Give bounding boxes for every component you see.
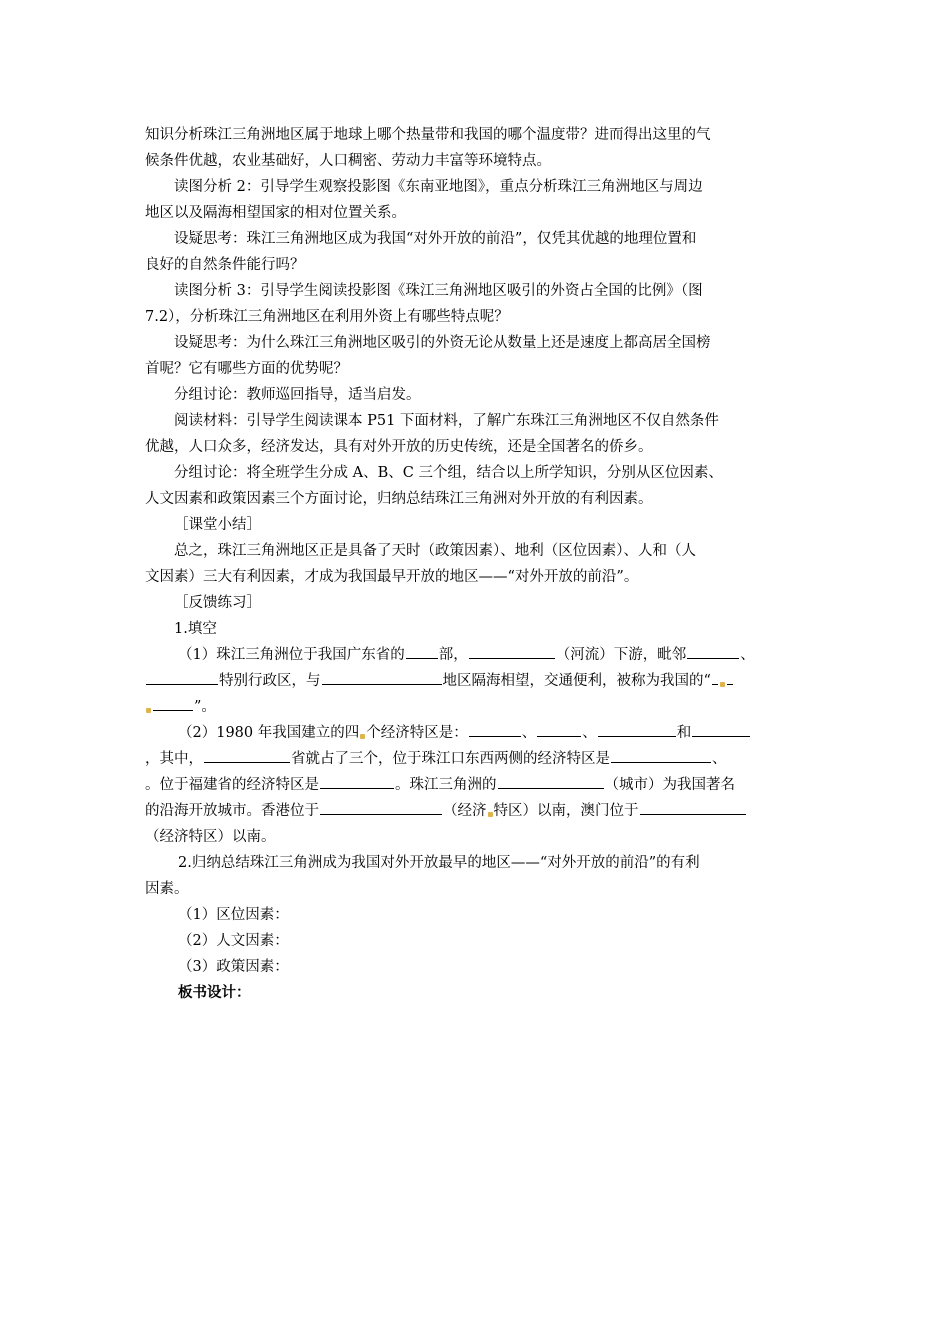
question-2-item: （2）人文因素：: [178, 933, 289, 949]
exercise-heading: ［反馈练习］: [174, 595, 261, 611]
question-text: （城市）为我国著名: [604, 777, 735, 793]
fill-blank[interactable]: [469, 643, 555, 659]
question-text: 、: [582, 725, 597, 741]
fill-blank[interactable]: [204, 747, 290, 763]
question-1-2-line: [145, 720, 810, 746]
question-text: （河流）下游，毗邻: [555, 647, 687, 663]
question-text: 部，: [438, 647, 468, 663]
fill-blank[interactable]: [322, 669, 442, 685]
question-text: 特区）以南，澳门位于: [493, 803, 639, 819]
text-line: 知识分析珠江三角洲地区属于地球上哪个热量带和我国的哪个温度带？进而得出这里的气: [145, 127, 711, 143]
text-line: 读图分析 2：引导学生观察投影图《东南亚地图》，重点分析珠江三角洲地区与周边: [174, 179, 703, 195]
fill-blank[interactable]: [320, 773, 394, 789]
fill-blank[interactable]: [153, 695, 193, 711]
question-text: 地区隔海相望，交通便利，被称为我国的“: [442, 673, 711, 689]
summary-text: 文因素）三大有利因素，才成为我国最早开放的地区——“对外开放的前沿”。: [145, 569, 639, 585]
question-text: 。珠江三角洲的: [395, 777, 497, 793]
text-line: 7.2），分析珠江三角洲地区在利用外资上有哪些特点呢？: [145, 309, 509, 325]
fill-blank[interactable]: [727, 669, 733, 685]
fill-blank[interactable]: [146, 669, 218, 685]
question-text: 。位于福建省的经济特区是: [145, 777, 319, 793]
question-text: 省就占了三个，位于珠江口东西两侧的经济特区是: [291, 751, 610, 767]
mark-dot: [146, 708, 151, 713]
question-2-text: 因素。: [145, 881, 189, 897]
question-text: 、: [740, 647, 755, 663]
question-2-item: （1）区位因素：: [178, 907, 289, 923]
question-text: （2）1980 年我国建立的四: [178, 725, 360, 741]
text-line: 候条件优越，农业基础好，人口稠密、劳动力丰富等环境特点。: [145, 153, 551, 169]
fill-blank[interactable]: [712, 669, 718, 685]
fill-blank[interactable]: [598, 721, 676, 737]
fill-blank[interactable]: [498, 773, 604, 789]
question-text: （1）珠江三角洲位于我国广东省的: [178, 647, 405, 663]
fill-blank[interactable]: [537, 721, 581, 737]
text-line: 设疑思考：珠江三角洲地区成为我国“对外开放的前沿”，仅凭其优越的地理位置和: [174, 231, 697, 247]
question-1-1-line: [145, 668, 810, 694]
question-text: 个经济特区是：: [366, 725, 468, 741]
summary-text: 总之，珠江三角洲地区正是具备了天时（政策因素）、地利（区位因素）、人和（人: [174, 543, 696, 559]
mark-dot: [488, 812, 493, 817]
question-2-text: 2.归纳总结珠江三角洲成为我国对外开放最早的地区——“对外开放的前沿”的有利: [178, 855, 700, 871]
fill-blank[interactable]: [320, 799, 442, 815]
question-text: （经济: [443, 803, 487, 819]
question-text: 的沿海开放城市。香港位于: [145, 803, 319, 819]
text-line: 地区以及隔海相望国家的相对位置关系。: [145, 205, 406, 221]
text-line: 读图分析 3：引导学生阅读投影图《珠江三角洲地区吸引的外资占全国的比例》（图: [174, 283, 703, 299]
text-line: 良好的自然条件能行吗？: [145, 257, 305, 273]
text-line: 首呢？它有哪些方面的优势呢？: [145, 361, 348, 377]
text-line: 设疑思考：为什么珠江三角洲地区吸引的外资无论从数量上还是速度上都高居全国榜: [174, 335, 711, 351]
text-line: 分组讨论：将全班学生分成 A、B、C 三个组，结合以上所学知识，分别从区位因素、: [174, 465, 723, 481]
question-text: 、: [712, 751, 727, 767]
mark-dot: [360, 734, 365, 739]
question-1-title: 1.填空: [174, 621, 217, 637]
fill-blank[interactable]: [692, 721, 750, 737]
question-1-1-line: [145, 642, 810, 668]
question-1-1-line: [145, 694, 810, 720]
question-1-2-line: （经济特区）以南。: [145, 829, 276, 845]
question-2-item: （3）政策因素：: [178, 959, 289, 975]
question-text: ”。: [194, 699, 216, 715]
board-design-heading: 板书设计：: [178, 984, 251, 1001]
question-text: 、: [521, 725, 537, 741]
question-1-2-line: [145, 772, 810, 798]
question-text: ，其中，: [145, 751, 203, 767]
text-line: 阅读材料：引导学生阅读课本 P51 下面材料，了解广东珠江三角洲地区不仅自然条件: [174, 413, 719, 429]
text-line: 人文因素和政策因素三个方面讨论，归纳总结珠江三角洲对外开放的有利因素。: [145, 491, 653, 507]
question-text: 和: [676, 725, 692, 741]
fill-blank[interactable]: [687, 643, 739, 659]
fill-blank[interactable]: [406, 643, 438, 659]
fill-blank[interactable]: [640, 799, 746, 815]
text-line: 分组讨论：教师巡回指导，适当启发。: [174, 387, 421, 403]
question-text: 特别行政区，与: [219, 673, 321, 689]
question-1-2-line: [145, 798, 810, 824]
text-line: 优越，人口众多，经济发达，具有对外开放的历史传统，还是全国著名的侨乡。: [145, 439, 653, 455]
mark-dot: [720, 682, 725, 687]
fill-blank[interactable]: [469, 721, 521, 737]
summary-heading: ［课堂小结］: [174, 517, 261, 533]
question-1-2-line: [145, 746, 810, 772]
document-page: [145, 122, 810, 1006]
fill-blank[interactable]: [611, 747, 711, 763]
